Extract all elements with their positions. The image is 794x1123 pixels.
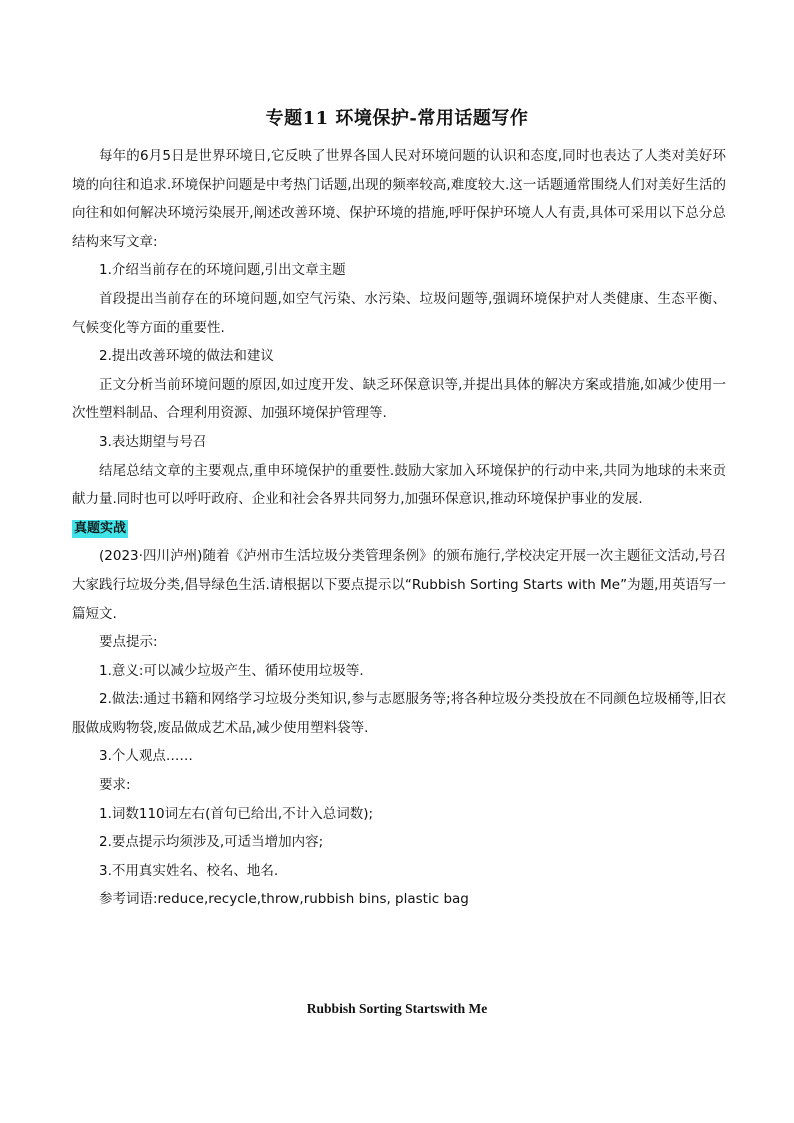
document-body (72, 142, 726, 914)
practice-label: 真题实战 (74, 520, 127, 536)
point-item-3: 3.个人观点…… (99, 748, 193, 765)
requirement-item-1: 1.词数110词左右(首句已给出,不计入总词数); (99, 805, 374, 822)
essay-title: Rubbish Sorting Startswith Me (306, 1001, 488, 1016)
section-heading-2: 2.提出改善环境的做法和建议 (99, 348, 274, 365)
requirement-item-2: 2.要点提示均须涉及,可适当增加内容; (99, 834, 324, 851)
question-paragraph: (2023·四川泸州)随着《泸州市生活垃圾分类管理条例》的颁布施行,学校决定开展一次主题征文活动,号召大家践行垃圾分类,倡导绿色生活.请根据以下要点提示以“Rubbish Sorting Starts with Me”为题,用英语写一篇短文. (72, 548, 726, 622)
requirements-label: 要求: (99, 777, 131, 794)
section-heading-3: 3.表达期望与号召 (99, 433, 207, 450)
section-text-1: 首段提出当前存在的环境问题,如空气污染、水污染、垃圾问题等,强调环境保护对人类健康、生态平衡、气候变化等方面的重要性. (72, 290, 726, 336)
page-title: 专题11 环境保护-常用话题写作 (265, 108, 529, 129)
point-item-2: 2.做法:通过书籍和网络学习垃圾分类知识,参与志愿服务等;将各种垃圾分类投放在不同颜色垃圾桶等,旧衣服做成购物袋,废品做成艺术品,减少使用塑料袋等. (72, 691, 726, 736)
intro-paragraph: 每年的6月5日是世界环境日,它反映了世界各国人民对环境问题的认识和态度,同时也表达了人类对美好环境的向往和追求.环境保护问题是中考热门话题,出现的频率较高,难度较大.这一话题通常围绕人们对美好生活的向往和如何解决环境污染展开,阐述改善环境、保护环境的措施,呼吁保护环境人人有责,具体可采用以下总分总结构来写文章: (72, 148, 726, 250)
section-text-3: 结尾总结文章的主要观点,重申环境保护的重要性.鼓励大家加入环境保护的行动中来,共同为地球的未来贡献力量.同时也可以呼吁政府、企业和社会各界共同努力,加强环保意识,推动环境保护事业的发展. (72, 462, 726, 508)
requirement-item-3: 3.不用真实姓名、校名、地名. (99, 862, 279, 879)
vocab-line: 参考词语:reduce,recycle,throw,rubbish bins, plastic bag (99, 891, 469, 908)
section-heading-1: 1.介绍当前存在的环境问题,引出文章主题 (99, 262, 346, 279)
section-text-2: 正文分析当前环境问题的原因,如过度开发、缺乏环保意识等,并提出具体的解决方案或措施,如减少使用一次性塑料制品、合理利用资源、加强环境保护管理等. (72, 376, 726, 422)
point-item-1: 1.意义:可以减少垃圾产生、循环使用垃圾等. (99, 662, 364, 679)
points-label: 要点提示: (99, 634, 158, 651)
practice-label-row (72, 514, 726, 543)
